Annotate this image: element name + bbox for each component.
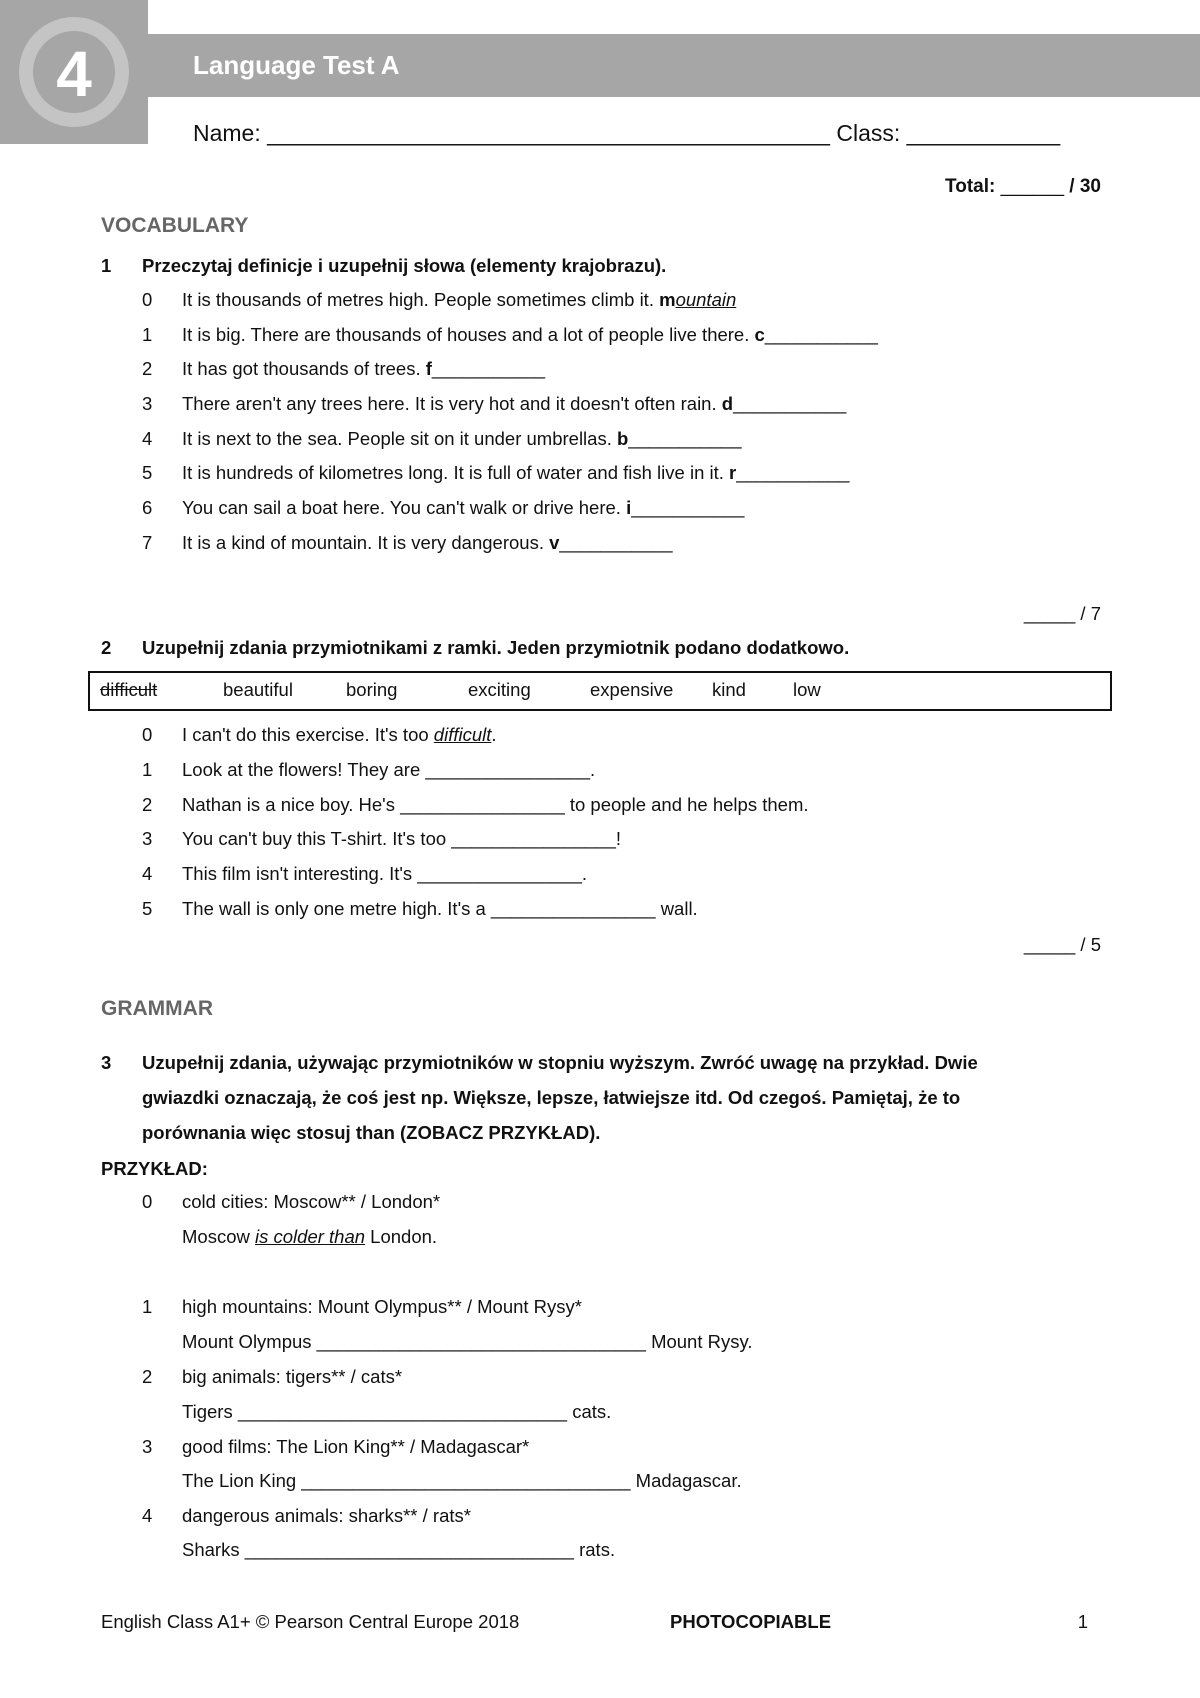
word-box-word: exciting xyxy=(468,679,531,700)
sentence-with-blank[interactable]: The wall is only one metre high. It's a ________________ wall. xyxy=(182,898,698,919)
word-box-word: low xyxy=(793,679,821,700)
unit-badge xyxy=(0,0,148,144)
answer-blank[interactable]: ___________ xyxy=(559,532,673,553)
word-box-word: boring xyxy=(346,679,398,700)
answer-blank[interactable]: ___________ xyxy=(736,462,850,483)
sentence-with-blank[interactable]: Mount Olympus ________________________________ Mount Rysy. xyxy=(182,1331,753,1352)
sentence-with-blank[interactable]: Sharks ________________________________ rats. xyxy=(182,1539,616,1560)
word-box-word: beautiful xyxy=(223,679,293,700)
section-heading-grammar: GRAMMAR xyxy=(101,997,213,1020)
answer-blank[interactable]: ___________ xyxy=(733,393,847,414)
name-label: Name: xyxy=(193,120,261,146)
footer-photocopiable: PHOTOCOPIABLE xyxy=(670,1611,832,1632)
example-answer: is colder than xyxy=(255,1226,366,1247)
page-title: Language Test A xyxy=(193,50,400,80)
sentence-with-blank[interactable]: You can't buy this T-shirt. It's too ________________! xyxy=(182,828,622,849)
sentence-with-blank[interactable]: Look at the flowers! They are ________________. xyxy=(182,759,596,780)
task-1-instruction: 1 Przeczytaj definicje i uzupełnij słowa (elementy krajobrazu). xyxy=(101,255,667,276)
answer-blank[interactable]: ___________ xyxy=(431,358,546,379)
word-box xyxy=(88,671,1112,711)
answer-blank[interactable]: ___________ xyxy=(628,428,742,449)
word-box-word: kind xyxy=(712,679,746,700)
sentence-with-blank[interactable]: Nathan is a nice boy. He's ________________ to people and he helps them. xyxy=(182,794,809,815)
answer-blank[interactable]: ___________ xyxy=(631,497,745,518)
example-answer: difficult xyxy=(433,724,492,745)
word-box-word: difficult xyxy=(100,679,158,700)
word-box-word: expensive xyxy=(590,679,674,700)
total-field[interactable]: ______ xyxy=(1000,176,1065,197)
name-field[interactable]: ____________________________________________ xyxy=(267,120,830,146)
task-2-instruction: 2 Uzupełnij zdania przymiotnikami z ramki. Jeden przymiotnik podano dodatkowo. xyxy=(101,637,850,658)
unit-circle-graphic xyxy=(0,0,148,144)
section-heading-vocabulary: VOCABULARY xyxy=(101,214,249,237)
sentence-with-blank[interactable]: This film isn't interesting. It's ________________. xyxy=(182,863,588,884)
example-label: PRZYKŁAD: xyxy=(101,1158,208,1179)
sentence-with-blank[interactable]: Tigers ________________________________ cats. xyxy=(182,1401,612,1422)
class-field[interactable]: ____________ xyxy=(906,120,1061,146)
class-label: Class: xyxy=(836,120,901,146)
page-number: 1 xyxy=(1077,1611,1088,1632)
total-score: Total: ______ / 30 xyxy=(945,176,1101,197)
answer-blank[interactable]: ___________ xyxy=(764,324,878,345)
task1-score: _____ / 7 xyxy=(1023,603,1101,624)
example-answer: ountain xyxy=(675,289,737,310)
sentence-with-blank[interactable]: The Lion King ________________________________ Madagascar. xyxy=(182,1470,742,1491)
task2-score: _____ / 5 xyxy=(1023,934,1101,955)
task-3-instruction: 3 Uzupełnij zdania, używając przymiotników w stopniu wyższym. Zwróć uwagę na przykład. Dwie gwiazdki oznaczają, że coś jest np. Większe, lepsze, łatwiejsze itd. Od czegoś. Pamiętaj, że to porównania więc stosuj than (ZOBACZ PRZYKŁAD). xyxy=(101,1052,978,1143)
unit-number: 4 xyxy=(56,38,92,110)
footer-copyright: English Class A1+ © Pearson Central Europe 2018 xyxy=(101,1611,520,1632)
name-class-line xyxy=(193,120,1060,147)
